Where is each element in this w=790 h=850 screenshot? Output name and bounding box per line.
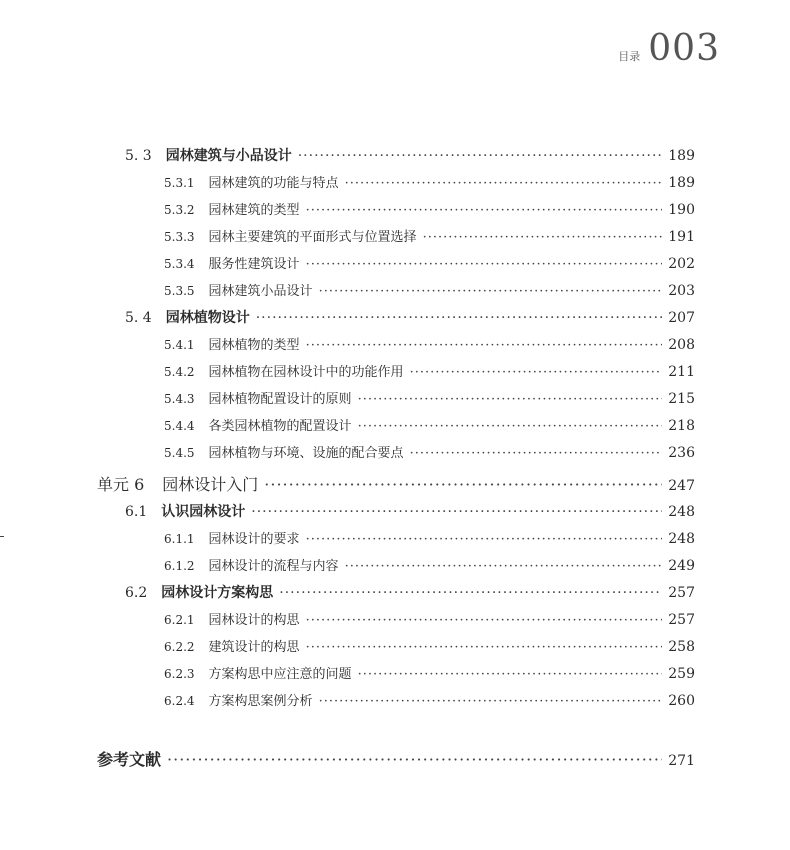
- toc-title: 园林设计入门: [162, 475, 259, 494]
- toc-entry-5-4-3[interactable]: [164, 388, 695, 407]
- toc-number: 6.1: [125, 504, 148, 520]
- toc-number: 5. 4: [125, 310, 152, 326]
- toc-title: 园林建筑的类型: [208, 203, 300, 218]
- toc-title: 建筑设计的构思: [208, 640, 300, 655]
- toc-title: 园林植物在园林设计中的功能作用: [208, 365, 404, 380]
- toc-leader: [279, 585, 662, 601]
- toc-entry-5-4-4[interactable]: [164, 415, 695, 434]
- toc-page: 202: [668, 256, 695, 272]
- toc-leader: [251, 504, 662, 520]
- toc-leader: [306, 257, 663, 272]
- toc-leader: [306, 640, 663, 655]
- toc-entry-5-3-2[interactable]: [164, 199, 695, 218]
- toc-page: 248: [668, 504, 695, 520]
- toc-page: 249: [668, 558, 695, 574]
- toc-page: 271: [668, 753, 695, 769]
- toc-number: 6.2: [125, 585, 148, 601]
- toc-title: 园林设计方案构思: [161, 585, 274, 601]
- toc-leader: [298, 148, 663, 164]
- toc-entry-5-3[interactable]: [125, 145, 695, 165]
- toc-number: 5.4.4: [164, 419, 195, 433]
- toc-leader: [264, 475, 662, 494]
- toc-number: 6.1.1: [164, 532, 195, 546]
- toc-number: 5.4.2: [164, 365, 195, 379]
- toc-title: 各类园林植物的配置设计: [208, 419, 352, 434]
- toc-entry-5-4-1[interactable]: [164, 334, 695, 353]
- toc-leader: [410, 446, 663, 461]
- toc-title: 园林设计的构思: [208, 613, 300, 628]
- toc-page: 211: [668, 364, 695, 380]
- toc-title: 方案构思案例分析: [208, 694, 313, 709]
- toc-number: 5.3.2: [164, 203, 195, 217]
- toc-entry-references[interactable]: [97, 747, 695, 770]
- toc-page: 189: [668, 148, 695, 164]
- toc-title: 园林植物设计: [165, 310, 250, 326]
- toc-page: 260: [668, 693, 695, 709]
- toc-page: 259: [668, 666, 695, 682]
- toc-leader: [319, 284, 663, 299]
- toc-leader: [423, 230, 663, 245]
- toc-title: 园林植物与环境、设施的配合要点: [208, 446, 404, 461]
- toc-entry-5-3-5[interactable]: [164, 280, 695, 299]
- toc-title: 园林设计的流程与内容: [208, 559, 339, 574]
- toc-entry-6-1-1[interactable]: [164, 528, 695, 547]
- toc-page: 203: [668, 283, 695, 299]
- toc-number: 6.2.3: [164, 667, 195, 681]
- toc-leader: [358, 419, 663, 434]
- toc-page: 257: [668, 585, 695, 601]
- toc-entry-6-2-4[interactable]: [164, 690, 695, 709]
- toc-entry-5-4-2[interactable]: [164, 361, 695, 380]
- toc-number: 6.2.2: [164, 640, 195, 654]
- toc-number: 5.3.1: [164, 176, 195, 190]
- toc-entry-6-2-3[interactable]: [164, 663, 695, 682]
- toc-number: 5.3.5: [164, 284, 195, 298]
- toc-leader: [410, 365, 663, 380]
- toc-page: 207: [668, 310, 695, 326]
- toc-page: 218: [668, 418, 695, 434]
- toc-leader: [345, 559, 663, 574]
- toc-entry-6-2[interactable]: [125, 582, 695, 602]
- toc-title: 方案构思中应注意的问题: [208, 667, 352, 682]
- header-label: 目录: [618, 50, 641, 63]
- toc-page: 236: [668, 445, 695, 461]
- toc-title: 园林设计的要求: [208, 532, 300, 547]
- toc-page: 190: [668, 202, 695, 218]
- toc-leader: [306, 338, 663, 353]
- toc-leader: [306, 203, 663, 218]
- toc-page: 189: [668, 175, 695, 191]
- toc-title: 参考文献: [97, 750, 162, 769]
- toc-title: 园林主要建筑的平面形式与位置选择: [208, 230, 417, 245]
- toc-leader: [358, 667, 663, 682]
- toc-entry-5-4[interactable]: [125, 307, 695, 327]
- toc-number: 5.4.1: [164, 338, 195, 352]
- toc-leader: [306, 532, 663, 547]
- toc-entry-5-3-3[interactable]: [164, 226, 695, 245]
- toc-page: 248: [668, 531, 695, 547]
- toc-leader: [358, 392, 663, 407]
- toc-entry-5-3-4[interactable]: [164, 253, 695, 272]
- toc-leader: [306, 613, 663, 628]
- toc-number: 5.4.5: [164, 446, 195, 460]
- toc-leader: [256, 310, 663, 326]
- toc-number: 5.3.4: [164, 257, 195, 271]
- toc-entry-5-3-1[interactable]: [164, 172, 695, 191]
- toc-page: 258: [668, 639, 695, 655]
- toc-page: 191: [668, 229, 695, 245]
- toc-title: 园林植物的类型: [208, 338, 300, 353]
- toc-entry-6-2-2[interactable]: [164, 636, 695, 655]
- toc-page: 257: [668, 612, 695, 628]
- toc-number: 5. 3: [125, 148, 152, 164]
- toc-number: 5.3.3: [164, 230, 195, 244]
- toc-entry-6-2-1[interactable]: [164, 609, 695, 628]
- toc-number: 单元 6: [97, 475, 145, 494]
- toc-title: 园林建筑小品设计: [208, 284, 313, 299]
- toc-number: 6.2.4: [164, 694, 195, 708]
- toc-page: 215: [668, 391, 695, 407]
- toc-leader: [319, 694, 663, 709]
- toc-title: 园林植物配置设计的原则: [208, 392, 352, 407]
- toc-page: 208: [668, 337, 695, 353]
- toc-title: 认识园林设计: [161, 504, 246, 520]
- toc-leader: [167, 750, 662, 769]
- toc-number: 6.1.2: [164, 559, 195, 573]
- toc-page: 247: [668, 478, 695, 494]
- toc-number: 5.4.3: [164, 392, 195, 406]
- header-page-number: 003: [648, 28, 720, 69]
- toc-entry-6-1-2[interactable]: [164, 555, 695, 574]
- toc-entry-unit-6[interactable]: [97, 472, 695, 495]
- toc-entry-5-4-5[interactable]: [164, 442, 695, 461]
- toc-title: 园林建筑与小品设计: [165, 148, 292, 164]
- toc-leader: [345, 176, 663, 191]
- toc-entry-6-1[interactable]: [125, 501, 695, 521]
- toc-title: 服务性建筑设计: [208, 257, 300, 272]
- toc-title: 园林建筑的功能与特点: [208, 176, 339, 191]
- toc-number: 6.2.1: [164, 613, 195, 627]
